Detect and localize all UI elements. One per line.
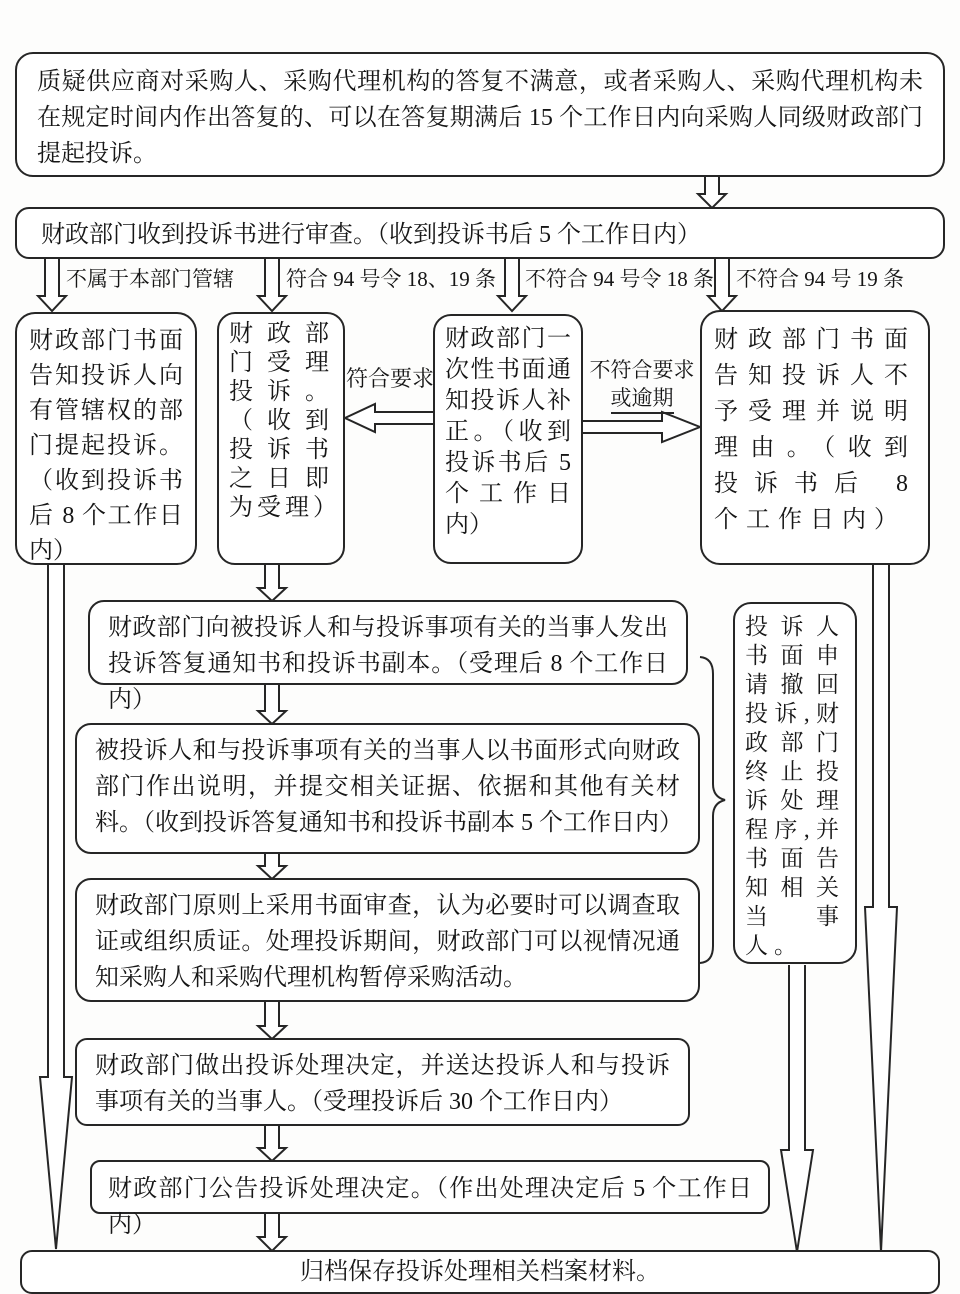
arrow-explain-review2	[258, 853, 286, 879]
edge-label-not-meet-94-19: 不符合 94 号 19 条	[736, 267, 904, 291]
brace-withdraw	[700, 657, 725, 963]
edge-label-not-meet-line2: 或逾期	[611, 384, 674, 414]
arrow-branch-jurisdiction	[38, 259, 66, 311]
node-review-text: 财政部门收到投诉书进行审查。（收到投诉书后 5 个工作日内）	[41, 222, 701, 248]
node-supplement	[433, 314, 583, 564]
node-withdraw-text: 投诉人书面申请撤回投诉,财政部门终止投诉处理程序,并书面告知相关当事人。	[745, 614, 845, 958]
edge-label-meets-requirements: 符合要求	[346, 366, 435, 391]
node-notify-jurisdiction-text: 财政部门书面告知投诉人向有管辖权的部门提起投诉。（收到投诉书后 8 个工作日内）	[29, 328, 183, 564]
node-withdraw	[733, 602, 857, 964]
node-review	[15, 207, 945, 259]
arrow-reject-archive	[865, 565, 897, 1252]
node-written-review-text: 财政部门原则上采用书面审查，认为必要时可以调查取证或组织质证。处理投诉期间，财政部门可以视情况通知采购人和采购代理机构暂停采购活动。	[95, 893, 680, 991]
edge-label-not-meet-line1: 不符合要求	[589, 358, 695, 382]
node-accept	[217, 312, 345, 565]
arrow-decision-announce	[258, 1126, 286, 1161]
arrow-review2-decision	[258, 1002, 286, 1039]
edge-label-not-meet-94-18: 不符合 94 号令 18 条	[525, 267, 714, 291]
node-archive	[20, 1250, 940, 1294]
node-supplement-text: 财政部门一次性书面通知投诉人补正。（收到投诉书后 5 个工作日内）	[445, 326, 571, 538]
node-archive-text: 归档保存投诉处理相关档案材料。	[300, 1259, 660, 1285]
node-intro-text: 质疑供应商对采购人、采购代理机构的答复不满意，或者采购人、采购代理机构未在规定时间内作出答复的、可以在答复期满后 15 个工作日内向采购人同级财政部门提起投诉。	[37, 69, 923, 167]
node-decision-text: 财政部门做出投诉处理决定，并送达投诉人和与投诉事项有关的当事人。（受理投诉后 30 个工作日内）	[95, 1053, 670, 1115]
node-accept-text: 财政部门受理投诉。（收到投诉书之日即为受理）	[229, 321, 341, 521]
node-announce-text: 财政部门公告投诉处理决定。（作出处理决定后 5 个工作日内）	[108, 1176, 752, 1238]
node-reject	[700, 310, 930, 565]
node-reject-text: 财政部门书面告知投诉人不予受理并说明理由。（收到投诉书后 8 个工作日内）	[714, 327, 916, 533]
node-respondent-explain-text: 被投诉人和与投诉事项有关的当事人以书面形式向财政部门作出说明，并提交相关证据、依据和其他有关材料。（收到投诉答复通知书和投诉书副本 5 个工作日内）	[95, 738, 683, 836]
node-send-notice	[88, 600, 688, 713]
arrow-supplement-reject	[583, 412, 700, 442]
arrow-supplement-accept	[345, 404, 433, 432]
arrow-branch-accept	[258, 259, 286, 311]
arrow-withdraw-archive	[781, 965, 813, 1252]
arrow-branch-supplement	[498, 259, 526, 311]
node-decision	[75, 1038, 690, 1126]
node-intro	[15, 52, 945, 177]
edge-label-not-jurisdiction: 不属于本部门管辖	[66, 267, 234, 291]
edge-label-not-meet-or-overdue	[585, 356, 699, 414]
edge-label-meets-94-18-19: 符合 94 号令 18、19 条	[286, 267, 496, 291]
node-written-review	[75, 878, 700, 1002]
node-announce	[90, 1160, 770, 1238]
arrow-accept-send	[258, 565, 286, 601]
node-respondent-explain	[75, 723, 700, 854]
node-notify-jurisdiction	[15, 312, 197, 565]
node-send-notice-text: 财政部门向被投诉人和与投诉事项有关的当事人发出投诉答复通知书和投诉书副本。（受理后 8 个工作日内）	[108, 615, 668, 713]
arrow-jurisdiction-archive	[40, 565, 72, 1249]
